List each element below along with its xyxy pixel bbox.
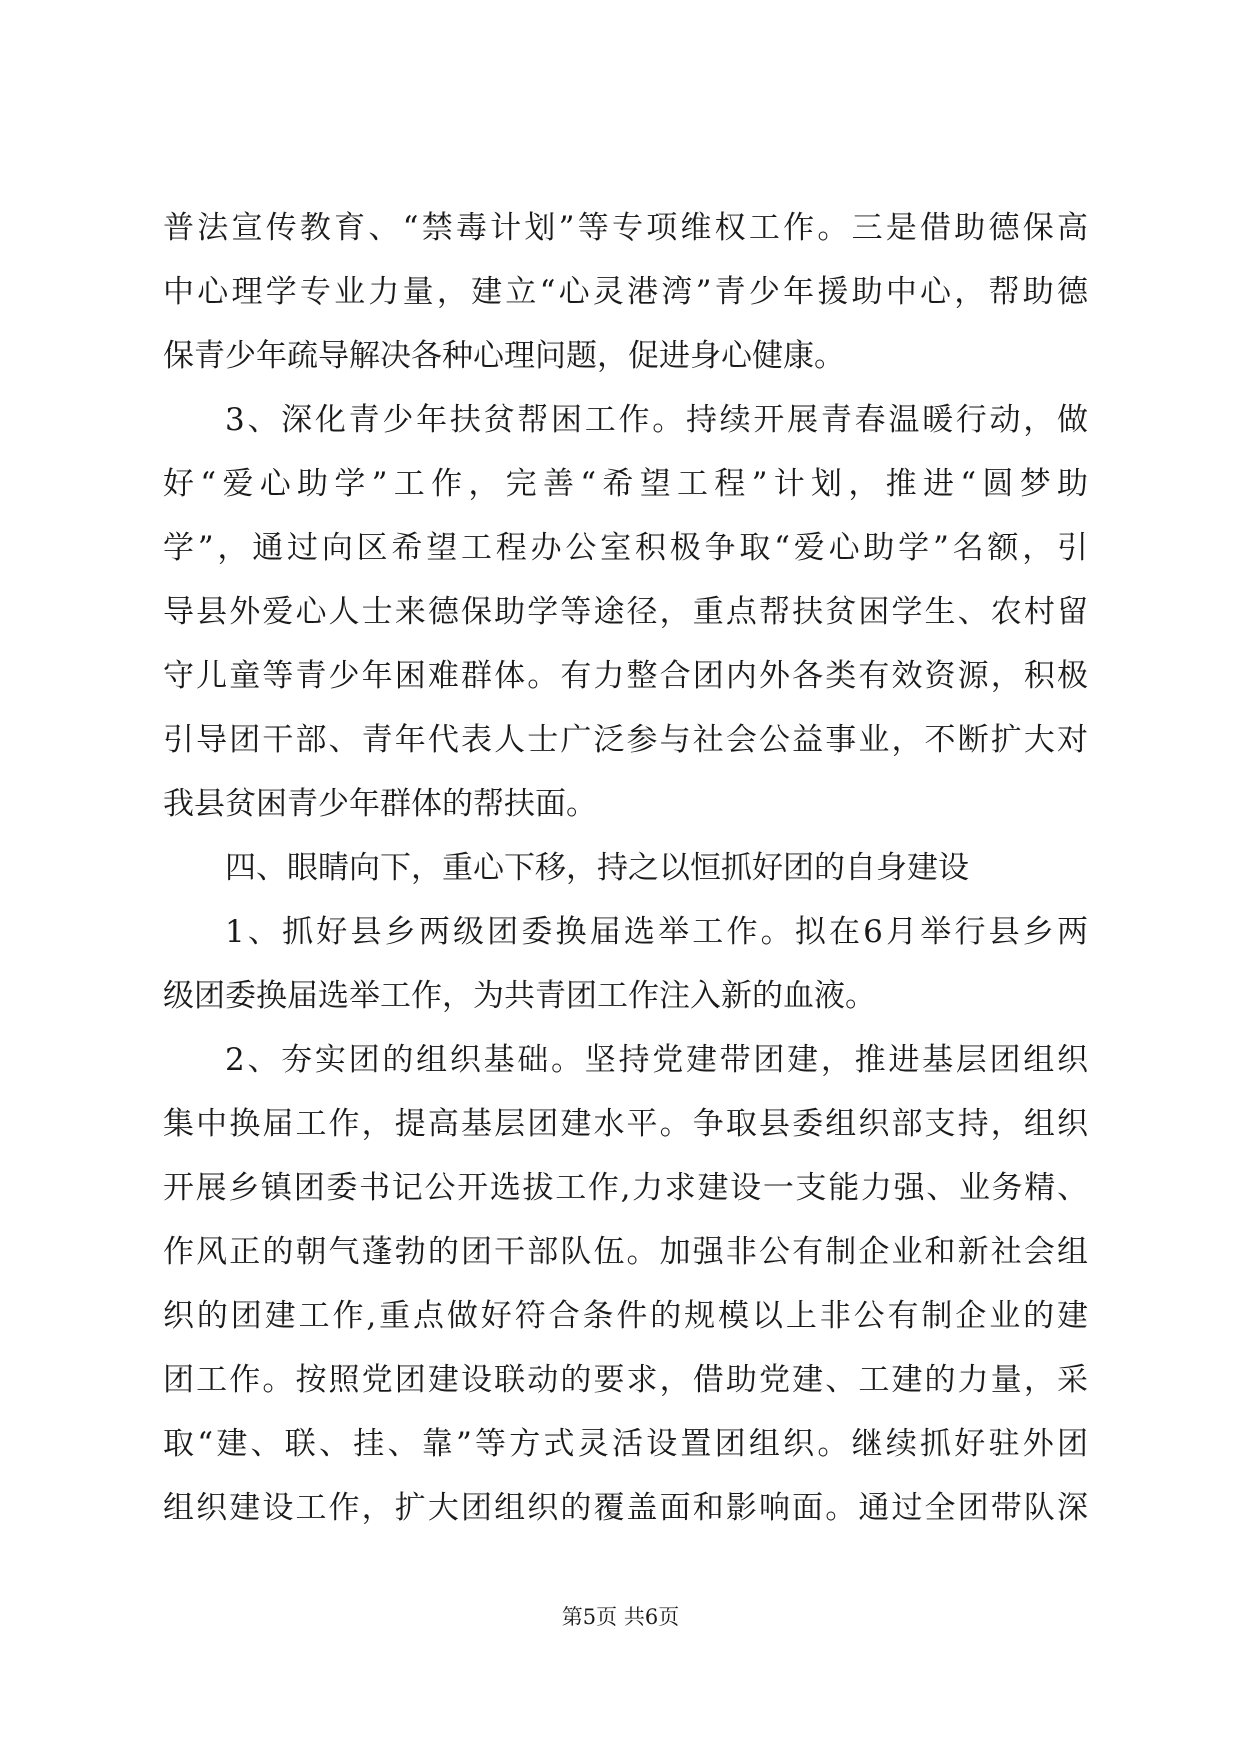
text-line: 学”，通过向区希望工程办公室积极争取“爱心助学”名额，引 bbox=[163, 530, 1088, 566]
text-line: 集中换届工作，提高基层团建水平。争取县委组织部支持，组织 bbox=[163, 1106, 1088, 1142]
document-body bbox=[163, 196, 1088, 1540]
page-footer: 第5页 共6页 bbox=[561, 1605, 680, 1629]
text-line: 作风正的朝气蓬勃的团干部队伍。加强非公有制企业和新社会组 bbox=[163, 1234, 1088, 1270]
text-line: 级团委换届选举工作，为共青团工作注入新的血液。 bbox=[163, 978, 876, 1014]
text-line: 守儿童等青少年困难群体。有力整合团内外各类有效资源，积极 bbox=[163, 658, 1088, 694]
text-line: 织的团建工作,重点做好符合条件的规模以上非公有制企业的建 bbox=[163, 1298, 1088, 1334]
text-line: 取“建、联、挂、靠”等方式灵活设置团组织。继续抓好驻外团 bbox=[163, 1426, 1088, 1462]
paragraph bbox=[163, 900, 1088, 1028]
paragraph bbox=[163, 1028, 1088, 1540]
paragraph bbox=[163, 388, 1088, 836]
text-line: 3、深化青少年扶贫帮困工作。持续开展青春温暖行动，做 bbox=[225, 402, 1088, 438]
text-line: 好“爱心助学”工作，完善“希望工程”计划，推进“圆梦助 bbox=[163, 466, 1088, 502]
text-line: 团工作。按照党团建设联动的要求，借助党建、工建的力量，采 bbox=[163, 1362, 1088, 1398]
text-line: 组织建设工作，扩大团组织的覆盖面和影响面。通过全团带队深 bbox=[163, 1490, 1088, 1526]
text-line: 引导团干部、青年代表人士广泛参与社会公益事业，不断扩大对 bbox=[163, 722, 1088, 758]
text-line: 四、眼睛向下，重心下移，持之以恒抓好团的自身建设 bbox=[225, 850, 969, 886]
text-line: 普法宣传教育、“禁毒计划”等专项维权工作。三是借助德保高 bbox=[163, 210, 1088, 246]
text-line: 2、夯实团的组织基础。坚持党建带团建，推进基层团组织 bbox=[225, 1042, 1088, 1078]
text-line: 开展乡镇团委书记公开选拔工作,力求建设一支能力强、业务精、 bbox=[163, 1170, 1088, 1206]
text-line: 保青少年疏导解决各种心理问题，促进身心健康。 bbox=[163, 338, 845, 374]
text-line: 我县贫困青少年群体的帮扶面。 bbox=[163, 786, 597, 822]
paragraph bbox=[163, 196, 1088, 388]
text-line: 导县外爱心人士来德保助学等途径，重点帮扶贫困学生、农村留 bbox=[163, 594, 1088, 630]
text-line: 中心理学专业力量，建立“心灵港湾”青少年援助中心，帮助德 bbox=[163, 274, 1088, 310]
text-line: 1、抓好县乡两级团委换届选举工作。拟在6月举行县乡两 bbox=[225, 914, 1088, 950]
paragraph bbox=[163, 836, 1088, 900]
